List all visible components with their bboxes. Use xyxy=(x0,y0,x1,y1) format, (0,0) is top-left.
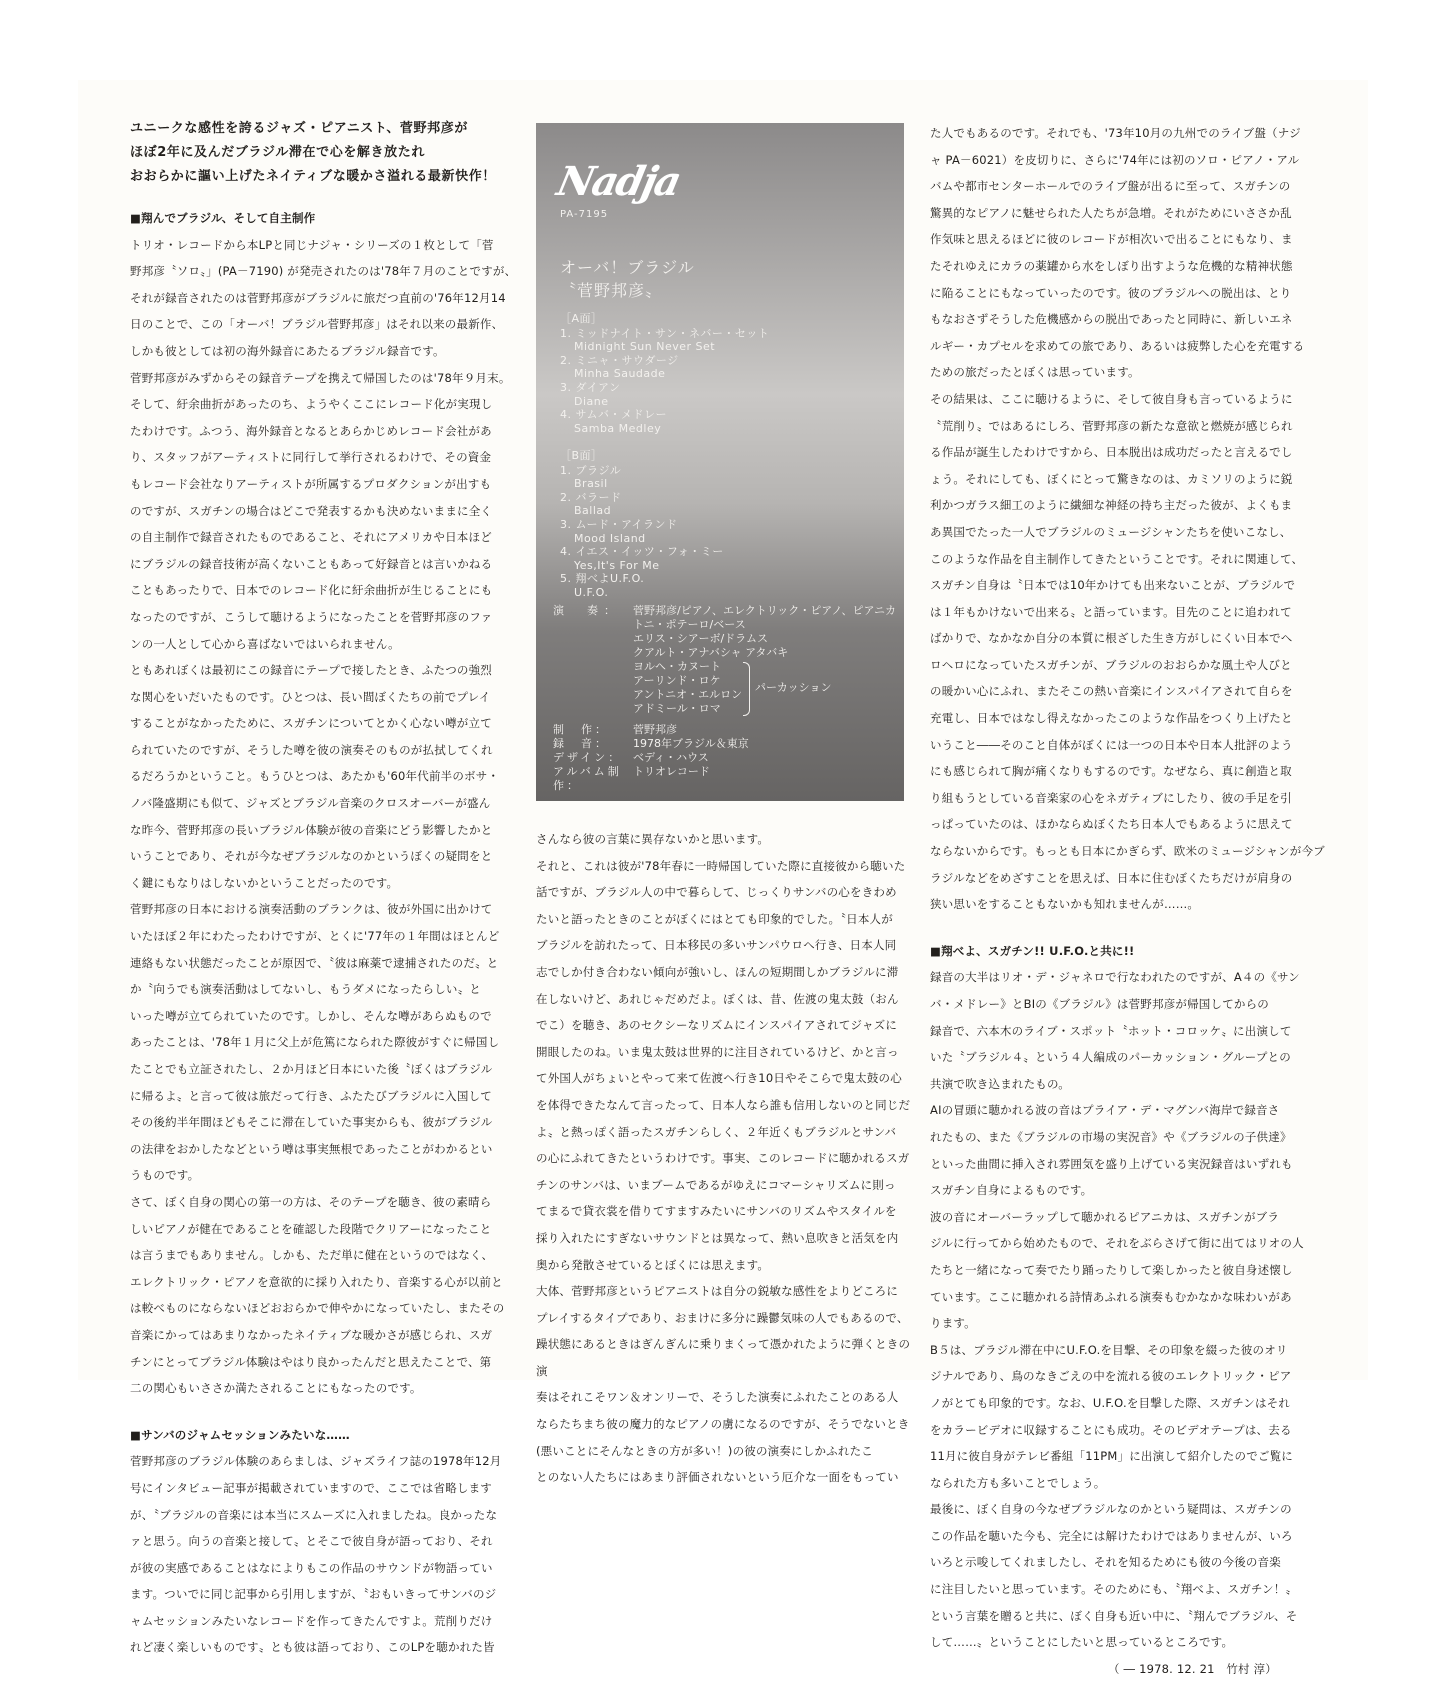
personnel xyxy=(553,604,896,716)
track-title-japanese: 2. ミニャ・サウダージ xyxy=(560,353,679,367)
track-title-english: Ballad xyxy=(574,504,612,518)
text-line: の自主制作で録音されたものであること、それにアメリカや日本ほど xyxy=(130,530,492,545)
right-column xyxy=(930,120,1325,1682)
album-title: オーバ！ブラジル xyxy=(560,258,695,277)
track-title-english: Diane xyxy=(574,394,609,408)
lead-line: ユニークな感性を誇るジャズ・ピアニスト、菅野邦彦が xyxy=(130,121,468,136)
track-title-japanese: 1. ミッドナイト・サン・ネバー・セット xyxy=(560,326,770,340)
credit-value: 菅野邦彦 xyxy=(633,723,677,736)
text-line: ルギー・カプセルを求めての旅であり、あるいは疲弊した心を充電する xyxy=(930,338,1305,353)
text-line: いった噂が立てられていたのです。しかし、そんな噂があらぬもので xyxy=(130,1008,492,1023)
track-item xyxy=(560,327,769,354)
credit-label: デザイン： xyxy=(553,751,623,764)
text-line: の心にふれてきたというわけです。事実、このレコードに聴かれるスガ xyxy=(536,1151,910,1166)
text-line: (悪いことにそんなときの方が多い！)の彼の演奏にしかふれたこ xyxy=(536,1443,873,1458)
text-line: 話ですが、ブラジル人の中で暮らして、じっくりサンバの心をきわめ xyxy=(536,885,897,900)
text-line: ンの一人として心から喜ばないではいられません。 xyxy=(130,636,400,651)
text-line: ノがとても印象的です。なお、U.F.O.を目撃した際、スガチンはそれ xyxy=(930,1395,1291,1410)
text-line: こともあったりで、日本でのレコード化に紆余曲折が生じることにも xyxy=(130,583,493,598)
text-line: 奥から発散させているとぼくには思えます。 xyxy=(536,1257,770,1272)
track-item xyxy=(560,381,769,408)
text-line: り、スタッフがアーティストに同行して挙行されるわけで、その資金 xyxy=(130,450,492,465)
credit-label: 制 作： xyxy=(553,723,609,736)
text-line: さて、ぼく自身の関心の第一の方は、そのテープを聴き、彼の素晴ら xyxy=(130,1194,492,1209)
text-line: チンにとってブラジル体験はやはり良かったんだと思えたことで、第 xyxy=(130,1354,492,1369)
text-line: 音楽にかってはあまりなかったネイティブな暖かさが感じられ、スガ xyxy=(130,1327,493,1342)
track-title-japanese: 5. 翔べよU.F.O. xyxy=(560,572,645,586)
text-line: いうこと――そのこと自体がぼくには一つの日本や日本人批評のよう xyxy=(930,737,1293,752)
side-b-tracklist xyxy=(560,449,724,600)
lead-line: おおらかに謳い上げたネイティブな暖かさ溢れる最新快作！ xyxy=(130,169,496,184)
text-line: をカラービデオに収録することにも成功。そのビデオテープは、去る xyxy=(930,1422,1292,1437)
text-line: 志でしか付き合わない傾向が強いし、ほんの短期間しかブラジルに滞 xyxy=(536,964,899,979)
text-line: AⅠの冒頭に聴かれる波の音はプライア・デ・マグンバ海岸で録音さ xyxy=(930,1103,1280,1118)
track-title-japanese: 2. バラード xyxy=(560,490,622,504)
text-line: に帰るよ〟と言って彼は旅だって行き、ふたたびブラジルに入国して xyxy=(130,1088,492,1103)
track-title-english: Brasil xyxy=(574,477,608,491)
text-line: 躁状態にあるときはぎんぎんに乗りまくって憑かれたように弾くときの演 xyxy=(536,1337,911,1378)
text-line: を体得できたなんて言ったって、日本人なら誰も信用しないのと同じだ xyxy=(536,1097,911,1112)
text-line: にも感じられて胸が痛くなりもするのです。なぜなら、真に創造と取 xyxy=(930,764,1292,779)
text-line: スガチン自身は〝日本では10年かけても出来ないことが、ブラジルで xyxy=(930,578,1296,593)
text-line: が、〝ブラジルの音楽には本当にスムーズに入れましたね。良かったな xyxy=(130,1507,498,1522)
text-line: 録音の大半はリオ・デ・ジャネロで行なわれたのですが、A４の《サン xyxy=(930,970,1300,985)
liner-notes-page xyxy=(78,80,1368,1676)
section-body xyxy=(130,232,522,1402)
text-line: たちと一緒になって奏でたり踊ったりして楽しかったと彼自身述懐し xyxy=(930,1262,1293,1277)
text-line: な昨今、菅野邦彦の長いブラジル体験が彼の音楽にどう影響したかと xyxy=(130,822,493,837)
text-line: ための旅だったとぼくは思っています。 xyxy=(930,365,1140,380)
personnel-label: 演 奏： xyxy=(553,604,621,617)
personnel-line: クアルト・アナバシャ アタバキ xyxy=(633,646,789,659)
text-line: 大体、菅野邦彦というピアニストは自分の鋭敏な感性をよりどころに xyxy=(536,1284,899,1299)
text-line: ります。 xyxy=(930,1316,976,1331)
text-line: ならないからです。もっとも日本にかぎらず、欧米のミュージシャンが今ブ xyxy=(930,844,1325,859)
text-line: る作品が誕生したわけですから、日本脱出は成功だったと言えるでし xyxy=(930,445,1293,460)
text-line: は較べものにならないほどおおらかで伸やかになっていたし、またその xyxy=(130,1301,505,1316)
personnel-line: 菅野邦彦/ピアノ、エレクトリック・ピアノ、ピアニカ xyxy=(633,604,896,617)
text-line: でこ）を聴き、あのセクシーなリズムにインスパイアされてジャズに xyxy=(536,1018,898,1033)
text-line: その結果は、ここに聴けるように、そして彼自身も言っているように xyxy=(930,391,1293,406)
text-line: たことでも立証されたし、２か月ほど日本にいた後〝ぼくはブラジル xyxy=(130,1062,493,1076)
text-line: 連絡もない状態だったことが原因で、〝彼は麻薬で逮捕されたのだ〟と xyxy=(130,955,499,970)
text-line: が彼の実感であることはなによりもこの作品のサウンドが物語ってい xyxy=(130,1560,493,1575)
text-line: たわけです。ふつう、海外録音となるとあらかじめレコード会社があ xyxy=(130,423,492,438)
text-line: することがなかったために、スガチンについてとかく心ない噂が立て xyxy=(130,716,492,731)
side-a-label: ［A面］ xyxy=(560,312,603,325)
text-line: ャ PA－6021）を皮切りに、さらに'74年には初のソロ・ピアノ・アル xyxy=(930,152,1300,167)
credit-value: 1978年ブラジル＆東京 xyxy=(633,737,749,750)
album-artist: 〝菅野邦彦〟 xyxy=(560,281,663,300)
text-line: よ〟と熱っぽく語ったスガチンらしく、２年近くもブラジルとサンバ xyxy=(536,1124,897,1139)
text-line: 開眼したのね。いま鬼太鼓は世界的に注目されているけど、かと言っ xyxy=(536,1044,899,1059)
text-line: あ異国でたった一人でブラジルのミュージシャンたちを使いこなし、 xyxy=(930,524,1292,539)
text-line: 利かつガラス細工のように繊細な神経の持ち主だった彼が、よくもま xyxy=(930,498,1293,513)
text-line: スガチン自身によるものです。 xyxy=(930,1183,1093,1198)
text-line: トリオ・レコードから本LPと同じナジャ・シリーズの１枚として「菅 xyxy=(130,237,494,252)
credit-value: ベディ・ハウス xyxy=(633,751,709,764)
section-heading-samba-jam: ■サンバのジャムセッションみたいな…… xyxy=(130,1427,350,1442)
track-title-english: Minha Saudade xyxy=(574,367,666,381)
track-title-english: Midnight Sun Never Set xyxy=(574,340,716,354)
credit-label: アルバム制作： xyxy=(553,765,622,792)
side-a-tracklist xyxy=(560,312,769,435)
text-line: ばかりで、なかなか自分の本質に根ざした生き方がしにくい日本でへ xyxy=(930,631,1293,646)
personnel-line: エリス・シアーボ/ドラムス xyxy=(633,632,769,645)
text-line: いたほぼ２年にわたったわけですが、とくに'77年の１年間はほとんど xyxy=(130,929,500,944)
text-line: ならたちまち彼の魔力的なピアノの虜になるのですが、そうでないとき xyxy=(536,1417,910,1432)
text-line: ています。ここに聴かれる詩情あふれる演奏もむかなかな味わいがあ xyxy=(930,1289,1292,1304)
text-line: っぱっていたのは、ほかならぬぼくたち日本人でもあるように思えて xyxy=(930,817,1293,832)
side-b-label: ［B面］ xyxy=(560,449,603,462)
text-line: エレクトリック・ピアノを意欲的に採り入れたり、音楽する心が以前と xyxy=(130,1274,503,1289)
percussion-member: アーリンド・ロケ xyxy=(633,674,721,687)
text-line: のですが、スガチンの場合はどこで発表するかも決めないままに全く xyxy=(130,503,493,518)
text-line: いた〝ブラジル４〟という４人編成のパーカッション・グループとの xyxy=(930,1050,1291,1065)
text-line: の法律をおかしたなどという噂は事実無根であったことがわかるとい xyxy=(130,1141,493,1156)
track-title-japanese: 3. ダイアン xyxy=(560,380,621,394)
track-title-japanese: 4. イエス・イッツ・フォ・ミー xyxy=(560,545,724,559)
track-title-english: Yes,It's For Me xyxy=(574,558,660,572)
text-line: にブラジルの録音技術が高くないこともあって好録音とは言いかねる xyxy=(130,556,493,571)
text-line: ともあれぼくは最初にこの録音にテープで接したとき、ふたつの強烈 xyxy=(130,663,493,678)
text-line: もなおさずそうした危機感からの脱出であったと同時に、新しいエネ xyxy=(930,312,1293,327)
text-line: この作品を聴いた今も、完全には解けたわけではありませんが、いろ xyxy=(930,1528,1293,1543)
text-line: く鍵にもなりはしないかということだったのです。 xyxy=(130,875,399,890)
left-column xyxy=(130,117,522,1661)
personnel-line: トニ・ポテーロ/ベース xyxy=(633,618,746,631)
text-line: 録音で、六本木のライブ・スポット〝ホット・コロッケ〟に出演して xyxy=(930,1023,1292,1038)
text-line: ブラジルを訪れたって、日本移民の多いサンパウロへ行き、日本人同 xyxy=(536,938,897,953)
text-line: 驚異的なピアノに魅せられた人たちが急増。それがためにいささか乱 xyxy=(930,205,1292,220)
text-line: という言葉を贈ると共に、ぼく自身も近い中に、〝翔んでブラジル、そ xyxy=(930,1608,1298,1623)
text-line: ジルに行ってから始めたもので、それをぶらさげて街に出てはリオの人 xyxy=(930,1236,1304,1251)
text-line: 11月に彼自身がテレビ番組「11PM」に出演して紹介したのでご覧に xyxy=(930,1449,1293,1464)
text-line: なられた方も多いことでしょう。 xyxy=(930,1475,1106,1490)
text-line: てまるで貸衣裳を借りてすますみたいにサンバのリズムやスタイルを xyxy=(536,1204,897,1219)
track-item xyxy=(560,464,724,491)
text-line: いうことであり、それが今なぜブラジルなのかというぼくの疑問をと xyxy=(130,849,493,864)
text-line: た人でもあるのです。それでも、'73年10月の九州でのライブ盤（ナジ xyxy=(930,126,1301,140)
track-item xyxy=(560,572,724,599)
track-title-japanese: 1. ブラジル xyxy=(560,463,622,477)
text-line: 野邦彦〝ソロ〟」(PA－7190) が発売されたのは'78年７月のことですが、 xyxy=(130,264,517,279)
label-logo: Nadja xyxy=(553,158,684,205)
text-line: るだろうかということ。もうひとつは、あたかも'60年代前半のボサ・ xyxy=(130,769,500,784)
percussion-member: アドミール・ロマ xyxy=(633,702,721,715)
text-line: に陥ることにもなっていったのです。彼のブラジルへの脱出は、とり xyxy=(930,285,1292,300)
text-line: れたもの、また《ブラジルの市場の実況音》や《ブラジルの子供達》 xyxy=(930,1129,1292,1144)
section-body xyxy=(536,826,916,1491)
text-line: うものです。 xyxy=(130,1168,200,1183)
track-item xyxy=(560,408,769,435)
text-line: り組もうとしている音楽家の心をネガティブにしたり、彼の手足を引 xyxy=(930,790,1292,805)
credit-label: 録 音： xyxy=(553,737,609,750)
text-line: しかも彼としては初の海外録音にあたるブラジル録音です。 xyxy=(130,343,445,358)
text-line: といった曲間に挿入され雰囲気を盛り上げている実況録音はいずれも xyxy=(930,1156,1293,1171)
text-line: ャムセッションみたいなレコードを作ってきたんですよ。荒削りだけ xyxy=(130,1613,493,1628)
text-line: プレイするタイプであり、おまけに多分に躁鬱気味の人でもあるので、 xyxy=(536,1310,909,1325)
lead-text xyxy=(130,117,522,189)
text-line: たいと語ったときのことがぼくにはとても印象的でした。〝日本人が xyxy=(536,911,893,926)
production-credits xyxy=(553,723,749,793)
text-line: あったことは、'78年１月に父上が危篤になられた際彼がすぐに帰国し xyxy=(130,1035,500,1050)
text-line: さんなら彼の言葉に異存ないかと思います。 xyxy=(536,832,770,846)
text-line: に注目したいと思っています。そのためにも、〝翔べよ、スガチン！〟 xyxy=(930,1582,1298,1597)
text-line: て外国人がちょいとやって来て佐渡へ行き10日やそこらで鬼太鼓の心 xyxy=(536,1071,902,1086)
text-line: なったのですが、こうして聴けるようになったことを菅野邦彦のファ xyxy=(130,609,493,624)
text-line: な関心をいだいたものです。ひとつは、長い間ぼくたちの前でプレイ xyxy=(130,689,491,704)
text-line: このような作品を自主制作してきたということです。それに関連して、 xyxy=(930,551,1304,566)
text-line: いろと示唆してくれましたし、それを知るためにも彼の今後の音楽 xyxy=(930,1555,1281,1570)
text-line: 充電し、日本ではなし得えなかったこのような作品をつくり上げたと xyxy=(930,711,1293,726)
text-line: 共演で吹き込まれたもの。 xyxy=(930,1076,1070,1091)
text-line: 最後に、ぼく自身の今なぜブラジルなのかという疑問は、スガチンの xyxy=(930,1502,1292,1517)
lead-line: ほぼ2年に及んだブラジル滞在で心を解き放たれ xyxy=(130,145,425,160)
section-body xyxy=(130,1448,522,1661)
text-line: の暖かい心にふれ、またそこの熱い音楽にインスパイアされて自らを xyxy=(930,684,1293,699)
text-line: して……〟ということにしたいと思っているところです。 xyxy=(930,1635,1234,1650)
brace-mark xyxy=(743,662,750,716)
text-line: ジナルであり、鳥のなきごえの中を流れる彼のエレクトリック・ピア xyxy=(930,1369,1292,1384)
percussion-label: パーカッション xyxy=(755,681,832,694)
text-line: れど凄く楽しいものです〟とも彼は語っており、このLPを聴かれた皆 xyxy=(130,1640,495,1655)
text-line: ノバ隆盛期にも似て、ジャズとブラジル音楽のクロスオーバーが盛ん xyxy=(130,796,491,811)
track-item xyxy=(560,354,769,381)
text-line: その後約半年間ほどもそこに滞在していた事実からも、彼がブラジル xyxy=(130,1115,493,1130)
text-line: 菅野邦彦がみずからその録音テープを携えて帰国したのは'78年９月末。 xyxy=(130,370,511,385)
track-title-japanese: 3. ムード・アイランド xyxy=(560,517,678,531)
credit-value: トリオレコード xyxy=(633,765,710,778)
text-line: 〝荒削り〟ではあるにしろ、菅野邦彦の新たな意欲と燃焼が感じられ xyxy=(930,418,1293,433)
text-line: 採り入れたにすぎないサウンドとは異なって、熱い息吹きと活気を内 xyxy=(536,1230,899,1245)
text-line: 在しないけど、あれじゃだめだよ。ぼくは、昔、佐渡の鬼太鼓（おん xyxy=(536,991,899,1006)
text-line: チンのサンバは、いまブームであるがゆえにコマーシャリズムに則っ xyxy=(536,1177,896,1192)
text-line: 二の関心もいささか満たされることにもなったのです。 xyxy=(130,1381,422,1396)
author-signature: （ ― 1978. 12. 21 竹村 淳） xyxy=(1107,1661,1277,1676)
track-item xyxy=(560,545,724,572)
text-line: もレコード会社なりアーティストが所属するプロダクションが出すも xyxy=(130,476,492,491)
track-title-japanese: 4. サムバ・メドレー xyxy=(560,408,667,422)
text-line: ァと思う。向うの音楽と接して〟とそこで彼自身が語っており、それ xyxy=(130,1534,493,1549)
text-line: 狭い思いをすることもないかも知れませんが……。 xyxy=(930,897,1200,912)
text-line: バ・メドレー》とBⅠの《ブラジル》は菅野邦彦が帰国してからの xyxy=(930,997,1269,1011)
track-title-english: U.F.O. xyxy=(574,585,609,599)
percussion-member: ヨルヘ・カヌート xyxy=(633,660,721,673)
text-line: それが録音されたのは菅野邦彦がブラジルに旅だつ直前の'76年12月14 xyxy=(130,290,506,305)
track-item xyxy=(560,518,724,545)
text-line: そして、紆余曲折があったのち、ようやくここにレコード化が実現し xyxy=(130,397,493,412)
track-item xyxy=(560,491,724,518)
middle-column xyxy=(536,826,916,1491)
track-title-english: Samba Medley xyxy=(574,421,662,435)
text-line: は言うまでもありません。しかも、ただ単に健在というのではなく、 xyxy=(130,1248,494,1263)
percussion-member: アントニオ・エルロン xyxy=(633,688,743,701)
text-line: られていたのですが、そうした噂を彼の演奏そのものが払拭してくれ xyxy=(130,742,493,757)
section-heading-fly-suga-chin: ■翔べよ、スガチン!! U.F.O.と共に!! xyxy=(930,943,1135,958)
text-line: ラジルなどをめざすことを思えば、日本に住むぼくたちだけが肩身の xyxy=(930,870,1293,885)
text-line: は１年もかけないで出来る〟と語っています。目先のことに追われて xyxy=(930,604,1292,619)
section-body xyxy=(930,120,1325,918)
text-line: 作気味と思えるほどに彼のレコードが相次いで出ることにもなり、ま xyxy=(930,232,1293,247)
percussion-group xyxy=(553,660,896,716)
text-line: 奏はそれこそワン＆オンリーで、そうした演奏にふれたことのある人 xyxy=(536,1390,899,1405)
text-line: 菅野邦彦のブラジル体験のあらましは、ジャズライフ誌の1978年12月 xyxy=(130,1454,502,1469)
album-info-panel xyxy=(536,123,904,801)
text-line: ょう。それにしても、ぼくにとって驚きなのは、カミソリのように鋭 xyxy=(930,471,1293,486)
section-heading-brazil-self-production: ■翔んでブラジル、そして自主制作 xyxy=(130,211,316,225)
text-line: 菅野邦彦の日本における演奏活動のブランクは、彼が外国に出かけて xyxy=(130,902,493,917)
text-line: バムや都市センターホールでのライブ盤が出るに至って、スガチンの xyxy=(930,179,1291,194)
text-line: ます。ついでに同じ記事から引用しますが、〝おもいきってサンバのジ xyxy=(130,1587,497,1602)
text-line: B５は、ブラジル滞在中にU.F.O.を目撃、その印象を綴った彼のオリ xyxy=(930,1342,1288,1357)
text-line: 日のことで、この「オーバ！ブラジル菅野邦彦」はそれ以来の最新作、 xyxy=(130,317,504,332)
text-line: 波の音にオーバーラップして聴かれるピアニカは、スガチンがブラ xyxy=(930,1209,1280,1224)
catalog-number: PA-7195 xyxy=(560,209,609,220)
text-line: たそれゆえにカラの薬罐から水をしぼり出すような危機的な精神状態 xyxy=(930,258,1293,273)
text-line: か〝向うでも演奏活動はしてないし、もうダメになったらしい〟と xyxy=(130,982,481,997)
track-title-english: Mood Island xyxy=(574,531,646,545)
text-line: ロヘロになっていたスガチンが、ブラジルのおおらかな風土や人びと xyxy=(930,657,1292,672)
text-line: しいピアノが健在であることを確認した段階でクリアーになったこと xyxy=(130,1221,492,1236)
text-line: 号にインタビュー記事が掲載されていますので、ここでは省略します xyxy=(130,1480,493,1495)
text-line: とのない人たちにはあまり評価されないという厄介な一面をもってい xyxy=(536,1470,899,1485)
text-line: それと、これは彼が'78年春に一時帰国していた際に直接彼から聴いた xyxy=(536,858,906,873)
section-body xyxy=(930,964,1325,1655)
